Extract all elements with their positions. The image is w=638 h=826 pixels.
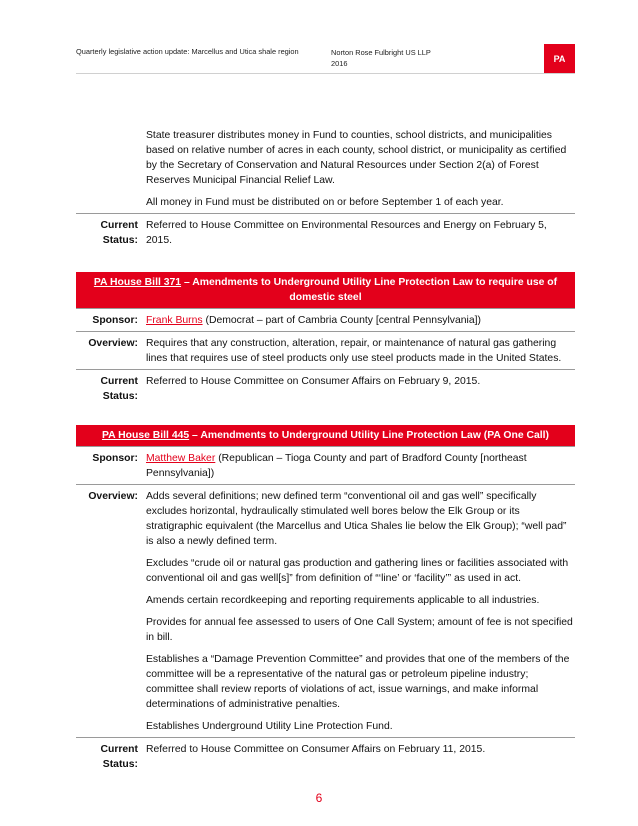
document-title: Quarterly legislative action update: Marcellus and Utica shale region	[76, 47, 299, 56]
sponsor-detail: (Republican – Tioga County and part of Bradford County [northeast Pennsylvania])	[146, 453, 527, 479]
status-text: Referred to House Committee on Consumer Affairs on February 11, 2015.	[146, 744, 486, 755]
bill-445-link[interactable]: PA House Bill 445	[101, 430, 190, 441]
bill-371-overview-row	[76, 332, 575, 370]
legislation-table	[76, 124, 575, 772]
overview-text: Requires that any construction, alteration, repair, or maintenance of natural gas gathering lines that requires use of steel products only use steel products made in the United States.	[146, 338, 562, 364]
firm-name: Norton Rose Fulbright US LLP	[331, 48, 431, 57]
overview-paragraph: Establishes a “Damage Prevention Committee” and provides that one of the members of the committee will be a representative of the natural gas or petroleum pipeline industry; committee shall review reports of violations of act, issue warnings, and make informal determinations of administrative penalties.	[146, 654, 570, 710]
page-header	[0, 44, 638, 74]
publication-year: 2016	[331, 59, 348, 68]
overview-paragraph: Excludes “crude oil or natural gas production and gathering lines or facilities associated with conventional oil and gas well[s]” from definition of “‘line’ or ‘facility’” as used in act.	[146, 558, 569, 584]
bill-445-sponsor-row	[76, 447, 575, 485]
prev-overview-text	[146, 124, 575, 213]
sponsor-label: Sponsor:	[92, 453, 138, 464]
status-label: Current Status:	[100, 744, 138, 770]
overview-paragraph: Establishes Underground Utility Line Protection Fund.	[146, 721, 393, 732]
bill-445-title-bar	[76, 425, 575, 447]
bill-445-status-row	[76, 738, 575, 772]
status-text: Referred to House Committee on Environmental Resources and Energy on February 5, 2015.	[146, 220, 547, 246]
bill-371-title-bar	[76, 272, 575, 309]
sponsor-text	[146, 309, 575, 331]
overview-paragraph: Amends certain recordkeeping and reporting requirements applicable to all industries.	[146, 595, 540, 606]
status-label: Current Status:	[100, 220, 138, 246]
row-label	[76, 124, 146, 213]
overview-label: Overview:	[88, 338, 138, 349]
status-label: Current Status:	[100, 376, 138, 402]
overview-paragraph: Adds several definitions; new defined term “conventional oil and gas well” specifically excludes horizontal, hydraulically stimulated well bores below the Elk Group or its stratigraphic equivalent (the Marcellus and Utica Shales lie below the Elk Group); “well pad” is also a newly defined term.	[146, 491, 567, 547]
sponsor-link[interactable]: Frank Burns	[146, 315, 203, 326]
overview-paragraph: Provides for annual fee assessed to users of One Call System; amount of fee is not specified in bill.	[146, 617, 573, 643]
header-divider	[76, 73, 575, 74]
overview-text	[146, 485, 575, 737]
bill-371-sponsor-row	[76, 309, 575, 332]
overview-label: Overview:	[88, 491, 138, 502]
sponsor-link[interactable]: Matthew Baker	[146, 453, 216, 464]
bill-445-title: – Amendments to Underground Utility Line Protection Law (PA One Call)	[189, 430, 550, 441]
overview-paragraph: All money in Fund must be distributed on or before September 1 of each year.	[146, 197, 504, 208]
status-text: Referred to House Committee on Consumer Affairs on February 9, 2015.	[146, 376, 481, 387]
state-tab: PA	[544, 44, 575, 73]
firm-info	[331, 47, 431, 69]
bill-445-overview-row	[76, 485, 575, 738]
bill-371-link[interactable]: PA House Bill 371	[93, 277, 182, 288]
bill-371-status-row	[76, 370, 575, 404]
prev-overview-row	[76, 124, 575, 214]
page-number: 6	[315, 791, 323, 805]
sponsor-detail: (Democrat – part of Cambria County [central Pennsylvania])	[202, 315, 481, 326]
prev-status-row	[76, 214, 575, 251]
sponsor-label: Sponsor:	[92, 315, 138, 326]
bill-371-title: – Amendments to Underground Utility Line Protection Law to require use of domestic steel	[181, 277, 558, 303]
sponsor-text	[146, 447, 575, 484]
overview-paragraph: State treasurer distributes money in Fund to counties, school districts, and municipalities based on relative number of acres in each county, school district, or municipality as certified by the Secretary of Conservation and Natural Resources under Section 2(a) of Forest Reserves Municipal Financial Relief Law.	[146, 130, 567, 186]
